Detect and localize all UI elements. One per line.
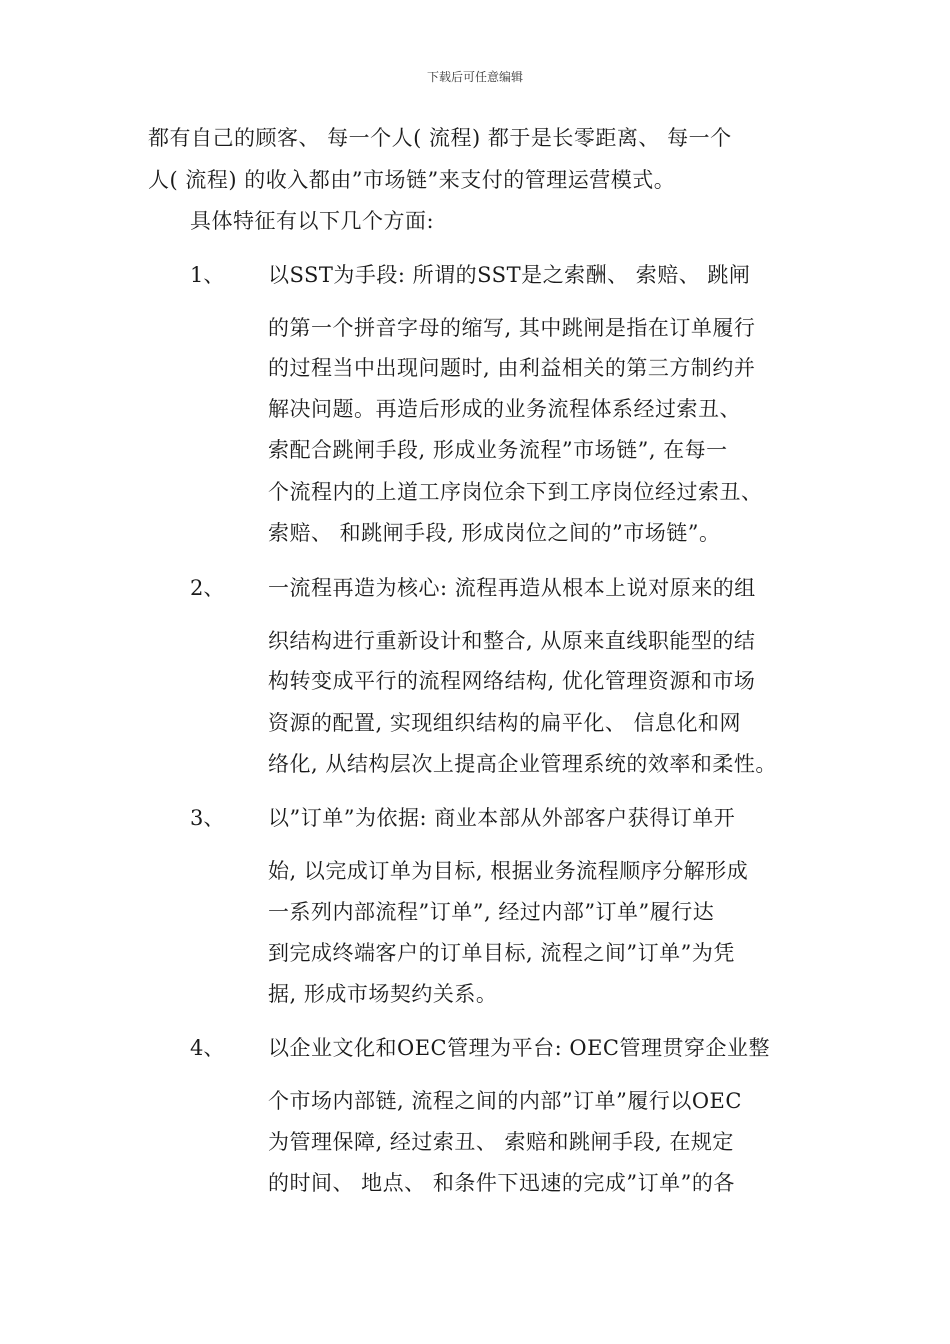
item-4-line: 为管理保障, 经过索丑、 索赔和跳闸手段, 在规定 [268, 1130, 734, 1154]
item-1-number: 1、 [190, 263, 225, 287]
item-3-line: 以”订单”为依据: 商业本部从外部客户获得订单开 [268, 806, 736, 830]
item-2-line: 构转变成平行的流程网络结构, 优化管理资源和市场 [268, 669, 756, 693]
item-1-line: 的过程当中出现问题时, 由利益相关的第三方制约并 [268, 356, 756, 380]
item-3-number: 3、 [190, 806, 225, 830]
item-2-number: 2、 [190, 576, 225, 600]
item-4-line: 以企业文化和OEC管理为平台: OEC管理贯穿企业整 [268, 1036, 770, 1060]
item-3-line: 一系列内部流程”订单”, 经过内部”订单”履行达 [268, 900, 715, 924]
item-2-line: 织结构进行重新设计和整合, 从原来直线职能型的结 [268, 629, 756, 653]
intro-line-3: 具体特征有以下几个方面: [190, 209, 435, 233]
item-4-number: 4、 [190, 1036, 225, 1060]
item-1-line: 解决问题。再造后形成的业务流程体系经过索丑、 [268, 397, 741, 421]
item-1-line: 的第一个拼音字母的缩写, 其中跳闸是指在订单履行 [268, 316, 756, 340]
item-2-line: 络化, 从结构层次上提高企业管理系统的效率和柔性。 [268, 752, 777, 776]
item-3-line: 据, 形成市场契约关系。 [268, 982, 498, 1006]
item-4-line: 个市场内部链, 流程之间的内部”订单”履行以OEC [268, 1089, 742, 1113]
item-1-line: 索配合跳闸手段, 形成业务流程”市场链”, 在每一 [268, 438, 728, 462]
item-3-line: 始, 以完成订单为目标, 根据业务流程顺序分解形成 [268, 859, 749, 883]
item-3-line: 到完成终端客户的订单目标, 流程之间”订单”为凭 [268, 941, 735, 965]
item-1-line: 索赔、 和跳闸手段, 形成岗位之间的”市场链”。 [268, 521, 721, 545]
item-4-line: 的时间、 地点、 和条件下迅速的完成”订单”的各 [268, 1171, 735, 1195]
item-2-line: 一流程再造为核心: 流程再造从根本上说对原来的组 [268, 576, 756, 600]
intro-line-1: 都有自己的顾客、 每一个人( 流程) 都于是长零距离、 每一个 [148, 126, 732, 150]
item-1-line: 个流程内的上道工序岗位余下到工序岗位经过索丑、 [268, 480, 763, 504]
page-header: 下载后可任意编辑 [426, 70, 523, 84]
item-2-line: 资源的配置, 实现组织结构的扁平化、 信息化和网 [268, 711, 742, 735]
intro-line-2: 人( 流程) 的收入都由”市场链”来支付的管理运营模式。 [148, 168, 676, 192]
item-1-line: 以SST为手段: 所谓的SST是之索酬、 索赔、 跳闸 [268, 263, 751, 287]
